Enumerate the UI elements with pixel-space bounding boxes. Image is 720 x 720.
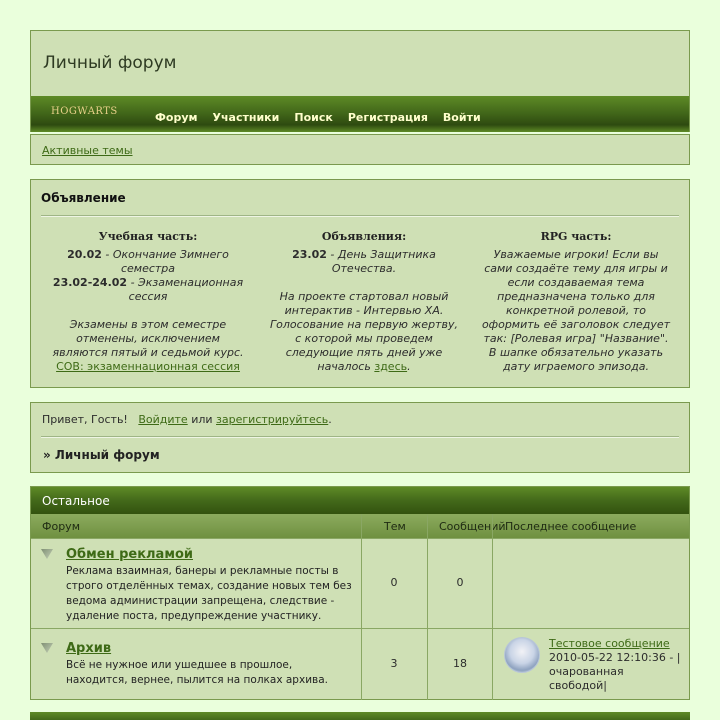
posts-count: 0: [456, 576, 464, 589]
active-topics-bar: [30, 134, 690, 165]
rpg-text: Уважаемые игроки! Если вы сами создаёте тему для игры и если создаваемая тема предназначена только для конкретной ролевой, то оформить её заголовок следует так: [Ролевая игра] "Название". В шапке обязательно указать дату играемого эпизода.: [481, 248, 671, 373]
last-post-link[interactable]: Тестовое сообщение: [549, 637, 670, 650]
date-text: - День Защитника Отечества.: [326, 248, 436, 275]
forum-row: [31, 628, 689, 700]
next-category-header: [30, 712, 690, 720]
or-text: или: [191, 413, 213, 426]
date-text: - Окончание Зимнего семестра: [101, 248, 229, 275]
category-title: Остальное: [31, 487, 689, 514]
hogwarts-logo: HOGWARTS: [51, 106, 118, 117]
announcement-column-news: Объявления: 23.02 - День Защитника Отечества. На проекте стартовал новый интерактив - Интервью ХА. Голосование на первую жертву, с которой мы проведем следующие пять дней уже началось здесь.: [255, 230, 473, 374]
exam-note: Экзамены в этом семестре отменены, исключением являются пятый и седьмой курс.: [52, 318, 244, 359]
announcement-column-study: [41, 230, 255, 374]
forum-description: Всё не нужное или ушедшее в прошлое, находится, вернее, пылится на полках архива.: [66, 659, 328, 686]
avatar: [504, 637, 540, 673]
topics-count: 3: [390, 657, 398, 670]
date: 20.02: [67, 248, 102, 261]
column-heading: RPG часть:: [540, 230, 612, 243]
forum-status-icon: [41, 549, 53, 559]
table-header: [31, 514, 689, 538]
header-topics: Тем: [384, 520, 406, 533]
greeting-panel: Привет, Гость! Войдите или зарегистрируйтесь. » Личный форум: [30, 402, 690, 473]
date: 23.02: [292, 248, 327, 261]
column-heading: Учебная часть:: [98, 230, 198, 243]
site-title: Личный форум: [43, 53, 177, 73]
announcement-panel: [30, 179, 690, 388]
nav-search[interactable]: Поиск: [294, 111, 333, 124]
header-posts: Сообщений: [439, 520, 506, 533]
active-topics-link[interactable]: Активные темы: [42, 144, 133, 157]
divider: [41, 215, 679, 217]
breadcrumb: » Личный форум: [43, 448, 160, 462]
site-header: [30, 30, 690, 132]
announcement-column-rpg: [473, 230, 679, 374]
greeting-text: Привет, Гость!: [42, 413, 128, 426]
nav-members[interactable]: Участники: [212, 111, 280, 124]
posts-count: 18: [453, 657, 467, 670]
forum-link-ads[interactable]: Обмен рекламой: [66, 547, 193, 562]
date: 23.02-24.02: [52, 276, 128, 289]
date-text: - Экзаменационная сессия: [127, 276, 244, 303]
forum-status-icon: [41, 643, 53, 653]
divider: [41, 436, 679, 438]
forum-row: [31, 538, 689, 628]
header-last-post: Последнее сообщение: [505, 520, 637, 533]
forum-description: Реклама взаимная, банеры и рекламные посты в строго отделённых темах, создание новых тем без ведома администрации запрещена, следствие - удаление поста, предупреждение участнику.: [66, 565, 352, 622]
login-link[interactable]: Войдите: [138, 413, 188, 426]
nav-register[interactable]: Регистрация: [347, 111, 428, 124]
last-post-meta: 2010-05-22 12:10:36 - |очарованная свободой|: [549, 651, 681, 692]
main-navbar: [31, 96, 689, 132]
forum-link-archive[interactable]: Архив: [66, 641, 112, 656]
here-link[interactable]: здесь: [374, 360, 408, 373]
forum-category: [30, 486, 690, 700]
nav-login[interactable]: Войти: [442, 111, 481, 124]
register-link[interactable]: зарегистрируйтесь: [216, 413, 329, 426]
news-text: На проекте стартовал новый интерактив - Интервью ХА. Голосование на первую жертву, с которой мы проведем следующие пять дней уже началось: [270, 290, 458, 373]
topics-count: 0: [390, 576, 398, 589]
exam-session-link[interactable]: СОВ: экзаменнационная сессия: [56, 360, 240, 373]
announcement-title: Объявление: [41, 191, 126, 205]
column-heading: Объявления:: [321, 230, 407, 243]
header-forum: Форум: [42, 520, 80, 533]
nav-forum[interactable]: Форум: [155, 111, 198, 124]
